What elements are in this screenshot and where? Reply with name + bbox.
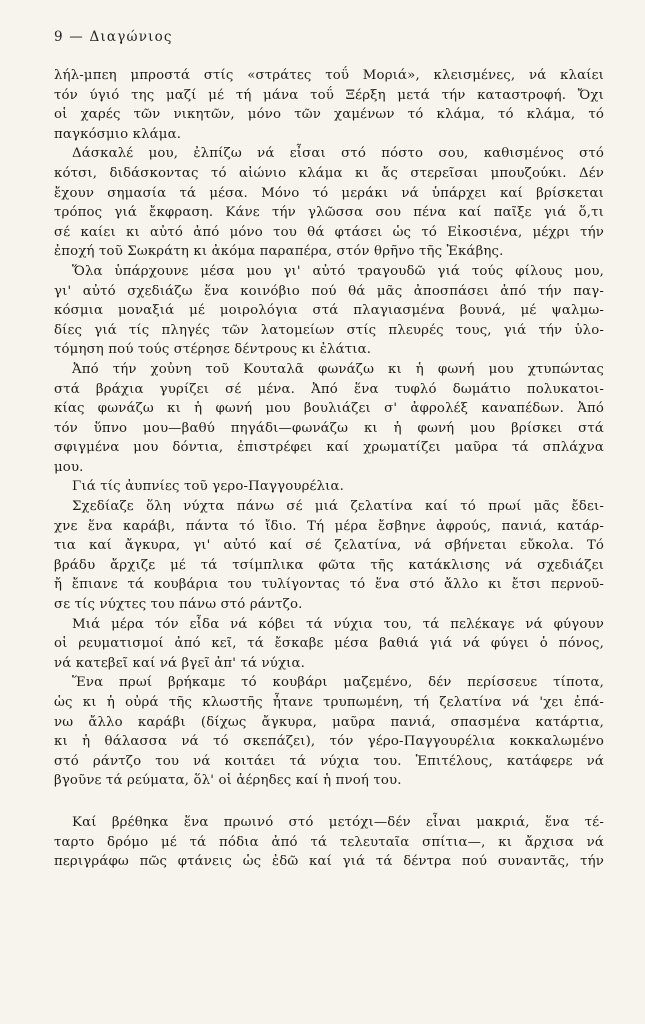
text-line: παγκόσμιο κλάμα. bbox=[54, 126, 182, 142]
running-head: 9 — Διαγώνιος bbox=[54, 29, 173, 45]
text-line: βγοῦνε τά ρεύματα, ὅλ' οἱ ἀέρηδες καί ἡ πνοή του. bbox=[54, 773, 402, 789]
text-line: Δάσκαλέ μου, ἐλπίζω νά εἶσαι στό πόστο σου, καθισμένος στό bbox=[72, 146, 604, 162]
text-line: Γιά τίς ἀυπνίες τοῦ γερο-Παγγουρέλια. bbox=[72, 479, 345, 495]
text-line: νω ἄλλο καράβι (δίχως ἄγκυρα, μαῦρα πανιά, σπασμένα κατάρτια, bbox=[54, 714, 604, 730]
paragraph bbox=[54, 673, 604, 791]
text-line: Ἕνα πρωί βρήκαμε τό κουβάρι μαζεμένο, δέν περίσσευε τίποτα, bbox=[72, 675, 604, 691]
text-line: τόν ύγιό της μαζί μέ τή μάνα τοΰ Ξέρξη μετά τήν καταστροφή. Ὄχι bbox=[54, 87, 604, 103]
text-line: τια καί ἄγκυρα, γι' αὐτό καί σέ ζελατίνα, νά σβήνεται εὔκολα. Τό bbox=[54, 538, 604, 554]
text-line: Ἀπό τήν χοὐνη τοῦ Κουταλᾶ φωνάζω κι ἡ φωνή μου χτυπώντας bbox=[72, 361, 604, 377]
paragraph bbox=[54, 66, 604, 144]
paragraph bbox=[54, 477, 604, 497]
text-line: τόμηση πού τούς στέρησε δέντρους κι ἐλάτια. bbox=[54, 342, 372, 358]
text-line: οἱ χαρές τῶν νικητῶν, μόνο τῶν χαμένων τό κλάμα, τό κλάμα, τό bbox=[54, 107, 604, 123]
text-line: Μιά μέρα τόν εἶδα νά κόβει τά νύχια του, τά πελέκαγε νά φύγουν bbox=[72, 616, 604, 632]
paragraph bbox=[54, 144, 604, 262]
text-line: κι ἡ θάλασσα νά τό σκεπάζει), τόν γέρο-Παγγουρέλια κοκκαλωμένο bbox=[54, 734, 604, 750]
section-gap bbox=[54, 791, 604, 813]
text-line: κότσι, διδάσκοντας τό αἰώνιο κλάμα κι ἄς στερεῖσαι μπουζούκι. Δέν bbox=[54, 165, 604, 181]
text-line: Καί βρέθηκα ἕνα πρωινό στό μετόχι—δέν εἶναι μακριά, ἕνα τέ- bbox=[72, 814, 604, 830]
text-line: βράδυ ἄρχιζε μέ τά τσίμπλικα φῶτα τῆς κατάκλισης νά σχεδιάζει bbox=[54, 557, 604, 573]
text-line: γι' αὐτό σχεδιάζω ἕνα κοινόβιο πού θά μᾶς ἀποσπάσει ἀπό τήν παγ- bbox=[54, 283, 604, 299]
body-text bbox=[54, 66, 604, 872]
paragraph bbox=[54, 497, 604, 615]
paragraph bbox=[54, 360, 604, 478]
text-line: ἐποχή τοῦ Σωκράτη κι ἀκόμα παραπέρα, στόν θρῆνο τῆς Ἑκάβης. bbox=[54, 244, 504, 260]
text-line: περιγράφω πῶς φτάνεις ὡς ἐδῶ καί γιά τά δέντρα πού συναντᾶς, τήν bbox=[54, 854, 604, 870]
text-line: σέ καίει κι αὐτό ἀπό μόνο του θά φτάσει ὡς τό Εἰκοσιένα, μέχρι τήν bbox=[54, 224, 604, 240]
paragraph bbox=[54, 615, 604, 674]
text-line: σφιγμένα μου δόντια, ἐπιστρέφει καί χρωματίζει μαῦρα τά σπλάχνα bbox=[54, 440, 604, 456]
text-line: ὡς κι ἡ οὐρά τῆς κλωστῆς ἦτανε τρυπωμένη, τή ζελατίνα νά 'χει ἐπά- bbox=[54, 695, 604, 710]
text-line: ταρτο δρόμο μέ τά πόδια ἀπό τά τελευταῖα σπίτια—, κι ἄρχισα νά bbox=[54, 834, 604, 850]
text-line: κόσμια μοναξιά μέ μοιρολόγια στά πλαγιασμένα βουνά, μέ ψαλμω- bbox=[54, 303, 604, 319]
text-line: δίες γιά τίς πληγές τῶν λατομείων στίς πλευρές τους, γιά τήν ὑλο- bbox=[54, 322, 604, 338]
text-line: μου. bbox=[54, 459, 84, 475]
text-line: χνε ἕνα καράβι, πάντα τό ἴδιο. Τή μέρα ἔσβηνε ἀφρούς, πανιά, κατάρ- bbox=[54, 518, 604, 534]
text-line: ἤ ἔπιανε τά κουβάρια του τυλίγοντας τό ἕνα στό ἄλλο κι ἔτσι περνοῦ- bbox=[54, 577, 604, 593]
text-line: νά κατεβεῖ καί νά βγεῖ ἀπ' τά νύχια. bbox=[54, 655, 306, 671]
text-line: ἔχουν σημασία τά μέσα. Μόνο τό μεράκι νά ὑπάρχει καί βρίσκεται bbox=[54, 185, 604, 201]
text-line: Σχεδίαζε ὅλη νύχτα πάνω σέ μιά ζελατίνα καί τό πρωί μᾶς ἔδει- bbox=[72, 499, 604, 515]
text-line: κίας φωνάζω κι ἡ φωνή μου βουλιάζει σ' ἀφρολέξ καναπέδων. Ἀπό bbox=[54, 401, 604, 417]
text-line: στό ράντζο του νά κοιτάει τά νύχια του. Ἐπιτέλους, κατάφερε νά bbox=[54, 753, 604, 769]
text-line: στά βράχια γυρίζει σέ μένα. Ἀπό ἕνα τυφλό δωμάτιο πολυκατοι- bbox=[54, 381, 604, 397]
text-line: οἱ ρευματισμοί ἀπό κεῖ, τά ἔσκαβε μέσα βαθιά γιά νά φύγει ὁ πόνος, bbox=[54, 636, 604, 652]
text-line: λήλ-μπεη μπροστά στίς «στράτες τοΰ Μοριά», κλεισμένες, νά κλαίει bbox=[54, 68, 604, 83]
text-line: τρόπος γιά ἔκφραση. Κάνε τήν γλῶσσα σου πένα καί παῖξε γιά ὅ,τι bbox=[54, 205, 604, 221]
paragraph bbox=[54, 813, 604, 872]
text-line: τόν ὕπνο μου—βαθύ πηγάδι—φωνάζω κι ἡ φωνή μου βρίσκει στά bbox=[54, 420, 604, 436]
text-line: Ὅλα ὑπάρχουνε μέσα μου γι' αὐτό τραγουδῶ γιά τούς φίλους μου, bbox=[72, 263, 604, 279]
text-line: σε τίς νύχτες του πάνω στό ράντζο. bbox=[54, 597, 303, 613]
paragraph bbox=[54, 262, 604, 360]
